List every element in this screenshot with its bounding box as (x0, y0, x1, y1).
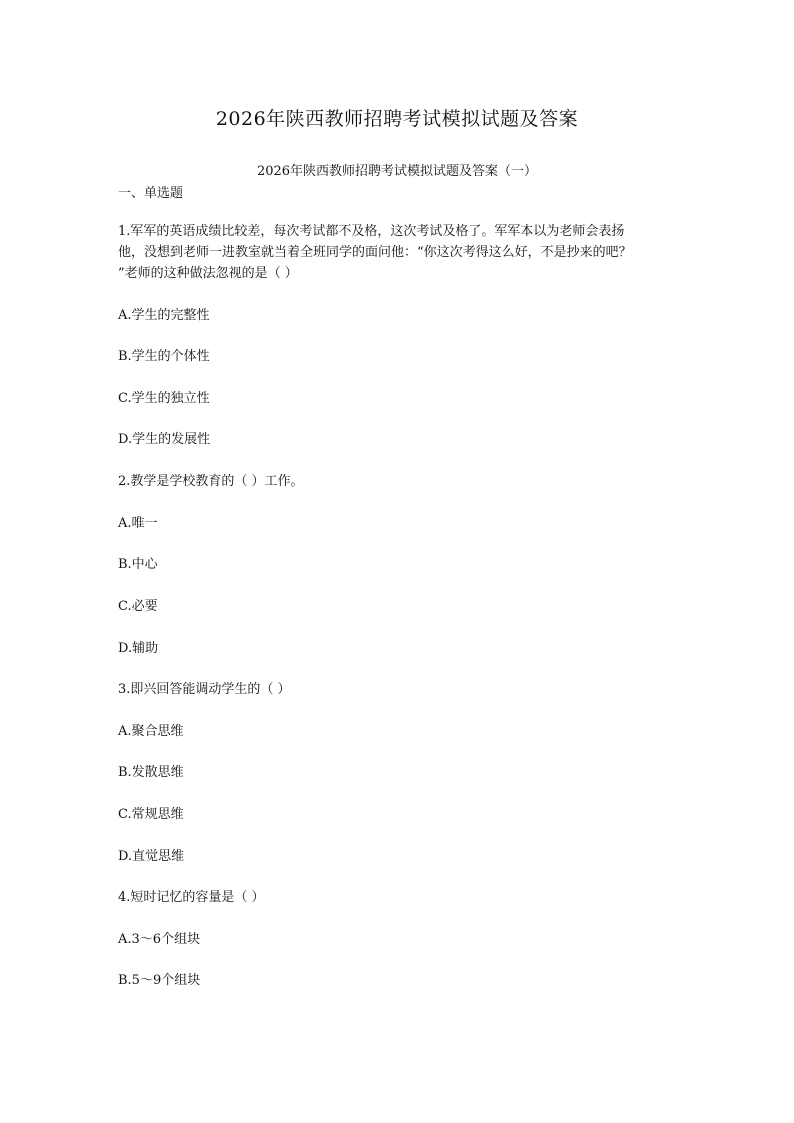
question-2-option-d: D.辅助 (118, 641, 159, 656)
question-1-option-d: D.学生的发展性 (118, 432, 211, 447)
question-1-stem (118, 221, 690, 284)
question-2-option-b: B.中心 (118, 557, 158, 572)
question-3-option-b: B.发散思维 (118, 765, 184, 780)
question-1-stem-line: ”老师的这种做法忽视的是（ ） (118, 266, 298, 281)
question-1-stem-line: 1.军军的英语成绩比较差，每次考试都不及格，这次考试及格了。军军本以为老师会表扬 (118, 224, 625, 239)
question-1-option-a: A.学生的完整性 (118, 308, 210, 323)
question-2-option-a: A.唯一 (118, 516, 158, 531)
question-3-option-d: D.直觉思维 (118, 849, 185, 864)
section-heading: 一、单选题 (118, 186, 184, 201)
question-3-option-a: A.聚合思维 (118, 724, 184, 739)
question-2-option-c: C.必要 (118, 599, 158, 614)
question-1-option-c: C.学生的独立性 (118, 391, 210, 406)
document-title: 2026年陕西教师招聘考试模拟试题及答案 (215, 108, 579, 130)
document-subtitle: 2026年陕西教师招聘考试模拟试题及答案（一） (256, 164, 538, 179)
question-2-stem: 2.教学是学校教育的（ ）工作。 (118, 474, 304, 489)
question-4-option-b: B.5～9个组块 (118, 973, 201, 988)
question-4-option-a: A.3～6个组块 (118, 932, 201, 947)
question-4-stem: 4.短时记忆的容量是（ ） (118, 890, 265, 905)
question-1-stem-line: 他，没想到老师一进教室就当着全班同学的面问他：“你这次考得这么好，不是抄来的吧？ (118, 245, 632, 260)
question-3-stem: 3.即兴回答能调动学生的（ ） (118, 682, 291, 697)
question-3-option-c: C.常规思维 (118, 807, 184, 822)
question-1-option-b: B.学生的个体性 (118, 349, 210, 364)
